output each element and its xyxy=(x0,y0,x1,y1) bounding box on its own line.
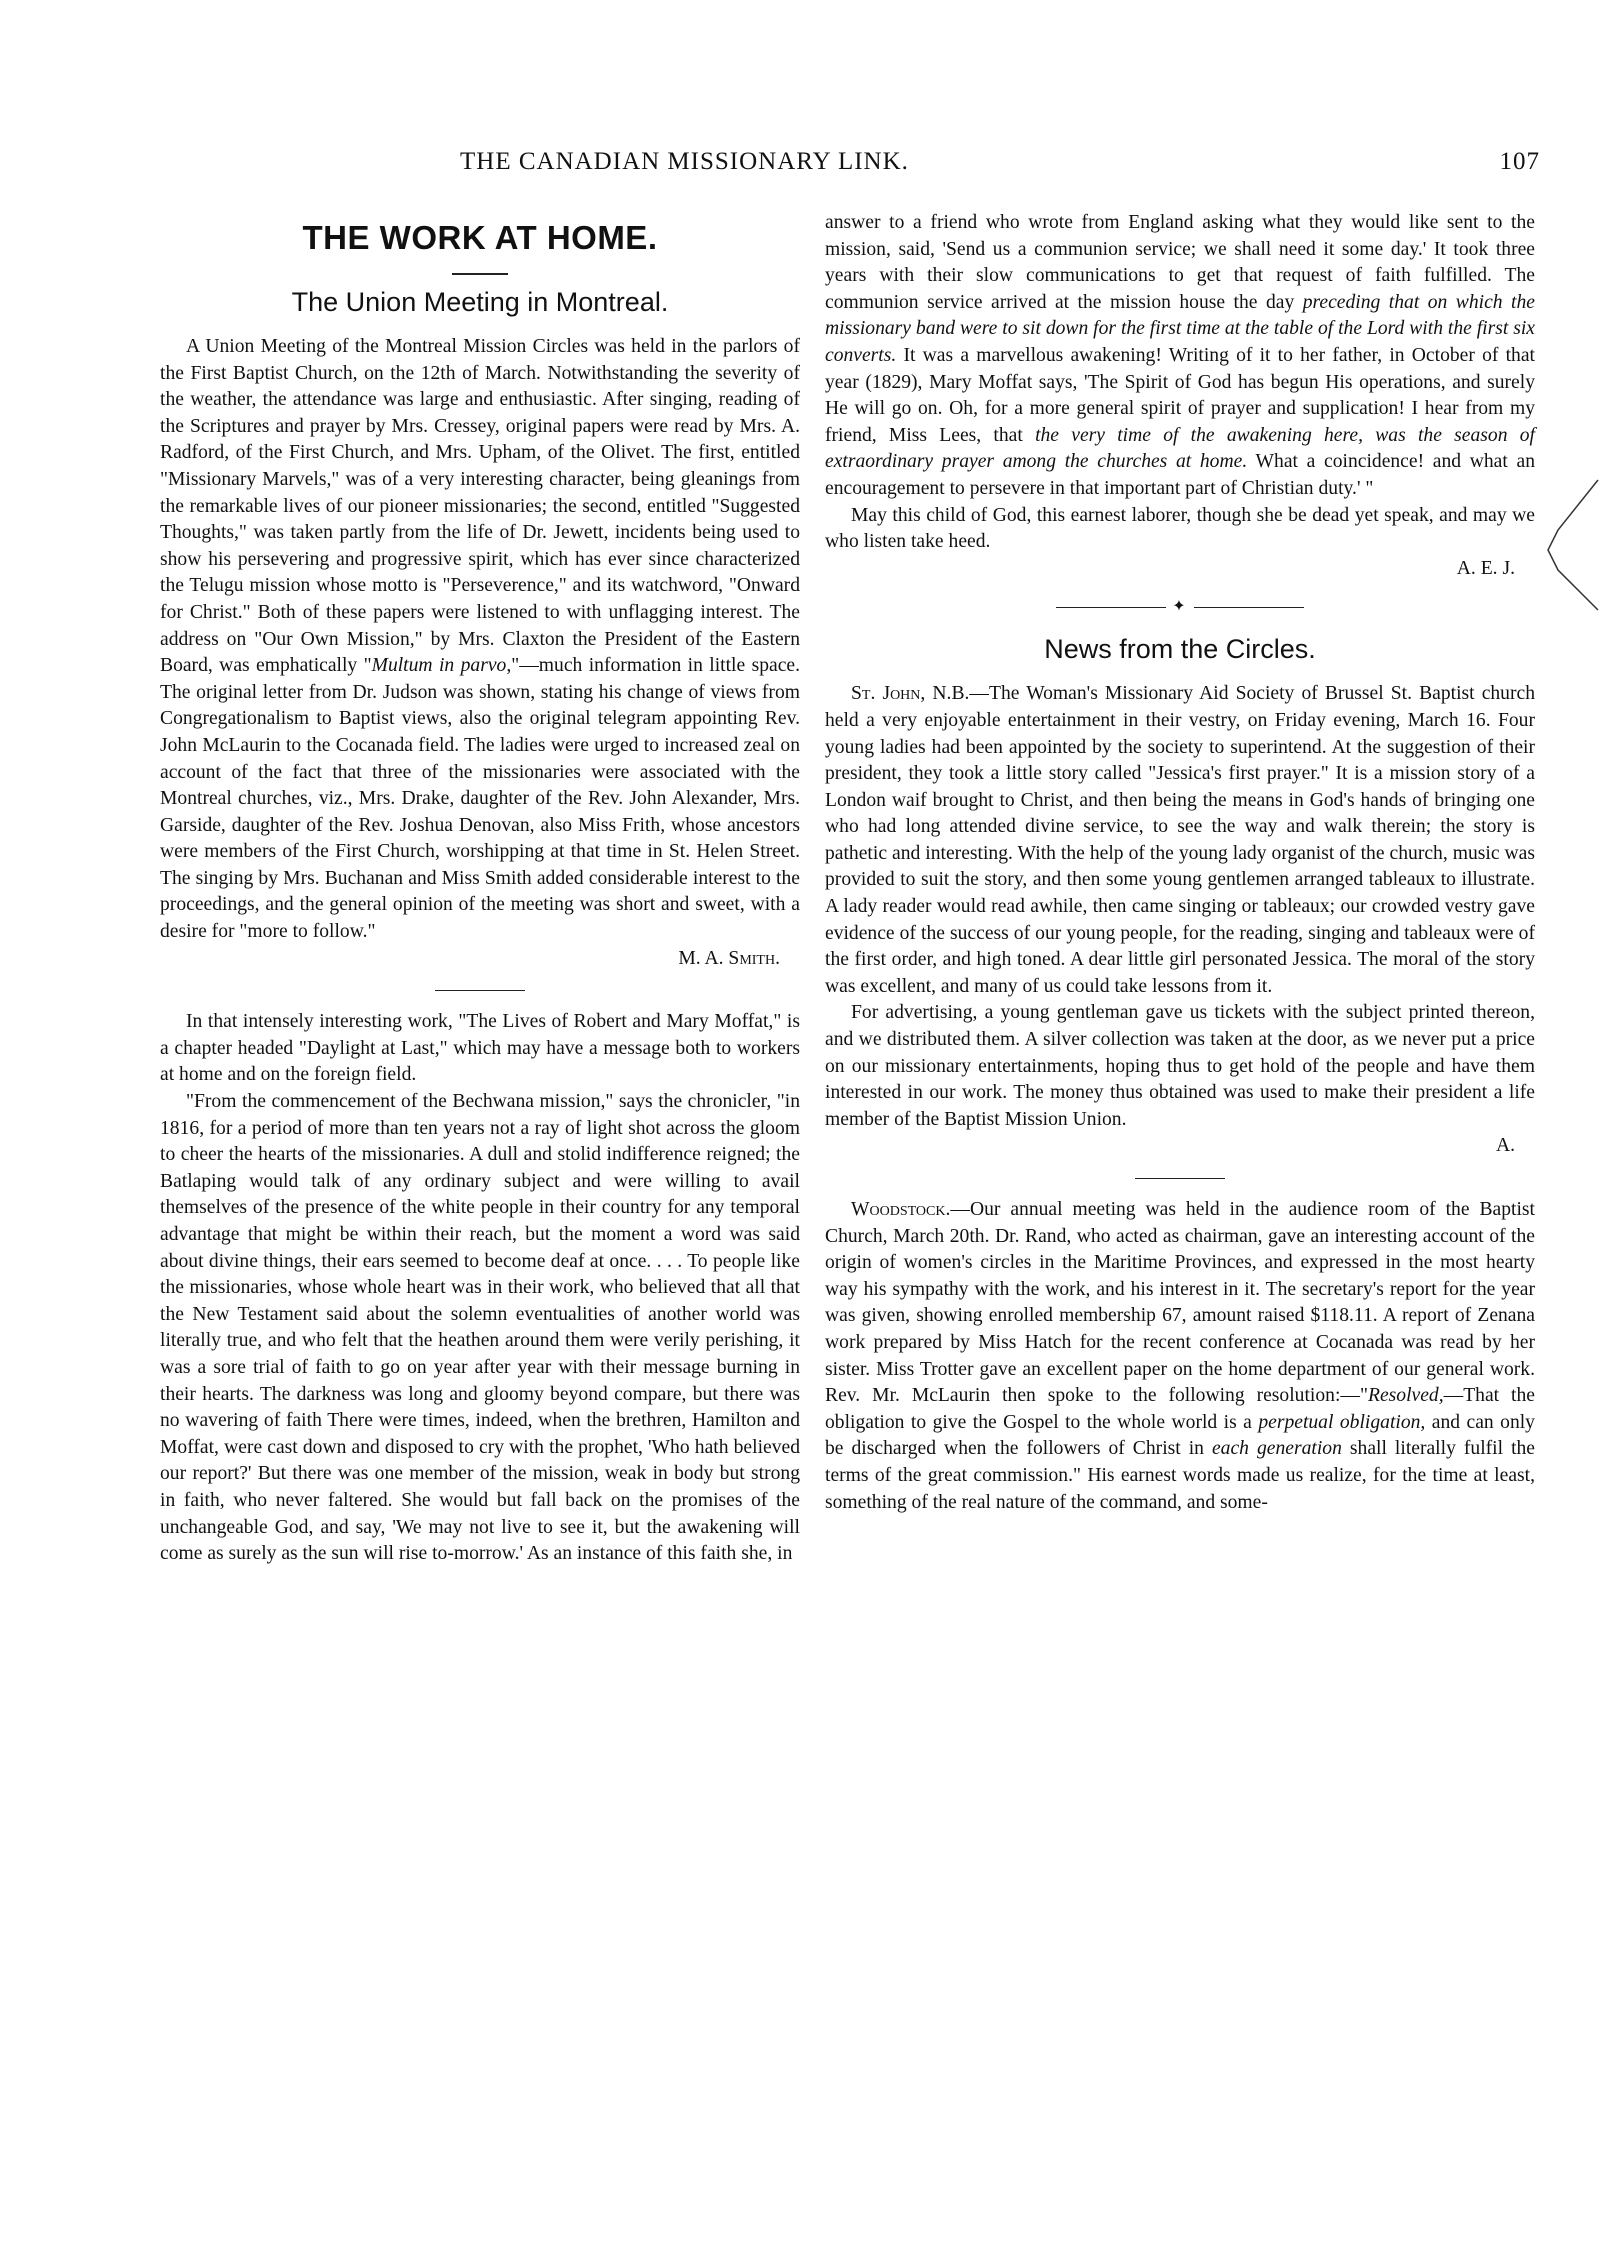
divider xyxy=(452,273,508,275)
margin-bracket-mark xyxy=(1538,470,1612,620)
article-signature: M. A. Smith. xyxy=(678,947,780,969)
ornamental-divider: ✦ xyxy=(825,596,1535,616)
left-column xyxy=(160,205,800,1568)
page-number: 107 xyxy=(1499,148,1540,175)
article-paragraph: Woodstock.—Our annual meeting was held in the audience room of the Baptist Church, March 20th. Dr. Rand, who acted as chairman, gave an interesting account of the origin of women's circles in the Maritime Provinces, and expressed in the most hearty way his sympathy with the work, and his interest in it. The secretary's report for the year was given, showing enrolled membership 67, amount raised $118.11. A report of Zenana work prepared by Miss Hatch for the recent conference at Cocanada was read by her sister. Miss Trotter gave an excellent paper on the home department of our general work. Rev. Mr. McLaurin then spoke to the following resolution:—"Resolved,—That the obligation to give the Gospel to the whole world is a perpetual obligation, and can only be discharged when the followers of Christ in each generation shall literally fulfil the terms of the great commission." His earnest words made us realize, for the time at least, something of the real nature of the command, and some- xyxy=(825,1199,1536,1513)
article-paragraph: For advertising, a young gentleman gave us tickets with the subject printed thereon, and we distributed them. A silver collection was taken at the door, as we never put a price on our missionary entertainments, hoping thus to get hold of the people and have them interested in our work. The money thus obtained was used to make their president a life member of the Baptist Mission Union. xyxy=(825,1002,1535,1130)
article-paragraph: A Union Meeting of the Montreal Mission Circles was held in the parlors of the First Baptist Church, on the 12th of March. Notwithstanding the severity of the weather, the attendance was large and enthusiastic. After singing, reading of the Scriptures and prayer by Mrs. Cressey, original papers were read by Mrs. A. Radford, of the First Church, and Mrs. Upham, of the Olivet. The first, entitled "Missionary Marvels," was of a very interesting character, being gleanings from the remarkable lives of our pioneer missionaries; the second, entitled "Suggested Thoughts," was taken partly from the life of Dr. Jewett, incidents being used to show his persevering and progressive spirit, which has ever since characterized the Telugu mission whose motto is "Perseverence," and its watchword, "Onward for Christ." Both of these papers were listened to with unflagging interest. The address on "Our Own Mission," by Mrs. Claxton the President of the Eastern Board, was emphatically "Multum in parvo,"—much information in little space. The original letter from Dr. Judson was shown, stating his change of views from Congregationalism to Baptist views, also the original telegram appointing Rev. John McLaurin to the Cocanada field. The ladies were urged to increased zeal on account of the fact that three of the missionaries were associated with the Montreal churches, viz., Mrs. Drake, daughter of the Rev. John Alexander, Mrs. Garside, daughter of the Rev. Joshua Denovan, also Miss Frith, whose ancestors were members of the First Church, worshipping at that time in St. Helen Street. The singing by Mrs. Buchanan and Miss Smith added considerable interest to the proceedings, and the general opinion of the meeting was short and sweet, with a desire for "more to follow." xyxy=(160,336,800,943)
right-column xyxy=(825,210,1535,1516)
article-signature: A. E. J. xyxy=(1456,557,1515,579)
article-paragraph: May this child of God, this earnest laborer, though she be dead yet speak, and may we who listen take heed. xyxy=(825,504,1535,553)
article-paragraph: St. John, N.B.—The Woman's Missionary Aid Society of Brussel St. Baptist church held a very enjoyable entertainment in their vestry, on Friday evening, March 16. Four young ladies had been appointed by the society to superintend. At the suggestion of their president, they took a little story called "Jessica's first prayer." It is a mission story of a London waif brought to Christ, and then being the means in God's hands of bringing one who had long attended divine service, to see the way and walk therein; the story is pathetic and interesting. With the help of the young lady organist of the church, music was provided to suit the story, and then some young gentlemen arranged tableaux to illustrate. A lady reader would read awhile, then came singing or tableaux; our crowded vestry gave evidence of the success of our young people, for the reading, singing and tableaux were of the first order, and high toned. A dear little girl personated Jessica. The moral of the story was excellent, and many of us could take lessons from it. xyxy=(825,683,1535,997)
article-paragraph: answer to a friend who wrote from England asking what they would like sent to the mission, said, 'Send us a communion service; we shall need it some day.' It took three years with their slow communications to get that request of faith fulfilled. The communion service arrived at the mission house the day preceding that on which the missionary band were to sit down for the first time at the table of the Lord with the first six converts. It was a marvellous awakening! Writing of it to her father, in October of that year (1829), Mary Moffat says, 'The Spirit of God has begun His operations, and surely He will go on. Oh, for a more general spirit of prayer and supplication! I hear from my friend, Miss Lees, that the very time of the awakening here, was the season of extraordinary prayer among the churches at home. What a coincidence! and what an encouragement to persevere in that important part of Christian duty.' " xyxy=(825,212,1535,499)
article-paragraph: "From the commencement of the Bechwana mission," says the chronicler, "in 1816, for a period of more than ten years not a ray of light shot across the gloom to cheer the hearts of the missionaries. A dull and stolid indifference reigned; the Batlaping would talk of any ordinary subject and were willing to avail themselves of the presence of the white people in their country for any temporal advantage that might be within their reach, but the moment a word was said about divine things, their ears seemed to become deaf at once. . . . To people like the missionaries, whose whole heart was in their work, who believed that all that the New Testament said about the solemn eventualities of another world was literally true, and who felt that the heathen around them were verily perishing, it was a sore trial of faith to go on year after year with their message burning in their hearts. The darkness was long and gloomy beyond compare, but there was no wavering of faith There were times, indeed, when the brethren, Hamilton and Moffat, were cast down and disposed to cry with the prophet, 'Who hath believed our report?' But there was one member of the mission, weak in body but strong in faith, who never faltered. She would but fall back on the promises of the unchangeable God, and say, 'We may not live to see it, but the awakening will come as surely as the sun will rise to-morrow.' As an instance of this faith she, in xyxy=(160,1091,800,1565)
divider xyxy=(1135,1178,1225,1179)
divider xyxy=(435,990,525,991)
section-title: News from the Circles. xyxy=(1044,634,1316,665)
article-signature: A. xyxy=(1495,1135,1515,1157)
article-paragraph: In that intensely interesting work, "The Lives of Robert and Mary Moffat," is a chapter headed "Daylight at Last," which may have a message both to workers at home and on the foreign field. xyxy=(160,1011,800,1086)
running-header xyxy=(160,148,1540,188)
section-title: THE WORK AT HOME. xyxy=(302,219,658,256)
article-title: The Union Meeting in Montreal. xyxy=(291,287,669,317)
journal-title: THE CANADIAN MISSIONARY LINK. xyxy=(460,148,909,175)
